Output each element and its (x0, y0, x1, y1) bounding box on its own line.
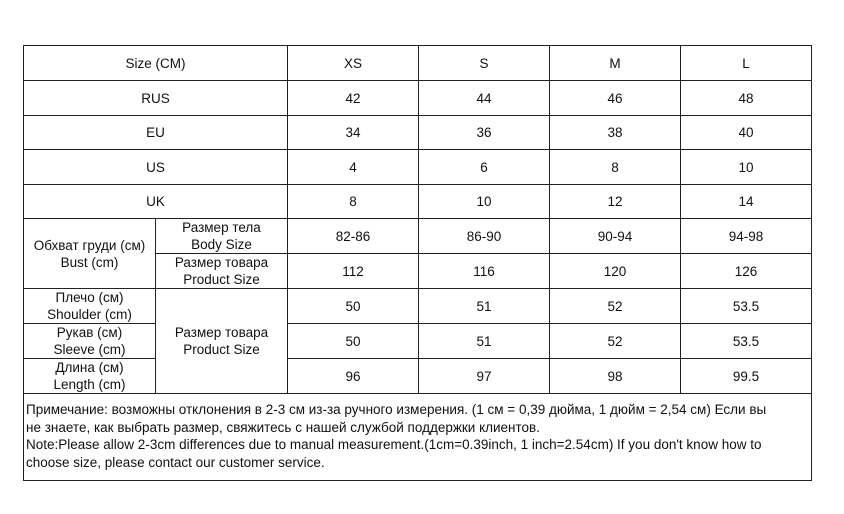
bust-label-ru: Обхват груди (см) (33, 237, 146, 253)
sleeve-row (24, 324, 812, 359)
table-cell: 10 (419, 185, 550, 219)
size-m-header: M (550, 46, 681, 81)
product-size-label-en: Product Size (183, 342, 260, 357)
table-cell: 12 (550, 185, 681, 219)
size-chart-table (23, 45, 812, 481)
table-cell: 53.5 (681, 324, 812, 359)
table-cell: 116 (419, 254, 550, 289)
eu-row (24, 116, 812, 150)
table-cell: 34 (288, 116, 419, 150)
row-label-us: US (24, 150, 288, 185)
table-cell: 94-98 (681, 219, 812, 254)
bust-body-row (24, 219, 812, 254)
table-cell: 50 (288, 289, 419, 324)
length-label-ru: Длина (см) (55, 360, 124, 375)
size-xs-header: XS (288, 46, 419, 81)
table-cell: 51 (419, 324, 550, 359)
rus-row (24, 81, 812, 116)
sleeve-label (24, 324, 156, 359)
table-cell: 48 (681, 81, 812, 116)
row-label-rus: RUS (24, 81, 288, 116)
table-cell: 53.5 (681, 289, 812, 324)
table-cell: 38 (550, 116, 681, 150)
measurement-note (24, 394, 812, 481)
table-cell: 99.5 (681, 359, 812, 394)
table-cell: 98 (550, 359, 681, 394)
table-cell: 96 (288, 359, 419, 394)
sleeve-label-en: Sleeve (cm) (53, 342, 126, 357)
table-cell: 90-94 (550, 219, 681, 254)
product-size-label-ru: Размер товара (174, 325, 269, 340)
table-cell: 51 (419, 289, 550, 324)
table-cell: 8 (550, 150, 681, 185)
table-cell: 120 (550, 254, 681, 289)
shoulder-row (24, 289, 812, 324)
body-size-label (156, 219, 288, 254)
length-label (24, 359, 156, 394)
table-cell: 82-86 (288, 219, 419, 254)
body-size-label-ru: Размер тела (182, 220, 261, 235)
size-s-header: S (419, 46, 550, 81)
table-cell: 4 (288, 150, 419, 185)
table-cell: 126 (681, 254, 812, 289)
size-header-label: Size (CM) (24, 46, 288, 81)
header-row (24, 46, 812, 81)
bust-product-label-ru: Размер товара (174, 255, 269, 270)
table-cell: 10 (681, 150, 812, 185)
table-cell: 52 (550, 324, 681, 359)
note-en-line1: Note:Please allow 2-3cm differences due to manual measurement.(1cm=0.39inch, 1 inch=2.54cm) If you don't know how to (26, 437, 762, 452)
bust-label (24, 219, 156, 289)
row-label-eu: EU (24, 116, 288, 150)
bust-label-en: Bust (cm) (60, 254, 119, 270)
us-row (24, 150, 812, 185)
table-cell: 50 (288, 324, 419, 359)
length-row (24, 359, 812, 394)
shoulder-label-ru: Плечо (см) (55, 290, 124, 305)
note-en-line2: choose size, please contact our customer service. (26, 454, 325, 470)
note-ru-line1: Примечание: возможны отклонения в 2-3 см из-за ручного измерения. (1 см = 0,39 дюйма, 1 дюйм = 2,54 см) Если вы (26, 402, 767, 417)
table-cell: 97 (419, 359, 550, 394)
size-l-header: L (681, 46, 812, 81)
table-cell: 46 (550, 81, 681, 116)
table-cell: 40 (681, 116, 812, 150)
table-cell: 36 (419, 116, 550, 150)
table-cell: 42 (288, 81, 419, 116)
table-cell: 8 (288, 185, 419, 219)
row-label-uk: UK (24, 185, 288, 219)
shoulder-label-en: Shoulder (cm) (47, 307, 132, 322)
table-cell: 112 (288, 254, 419, 289)
body-size-label-en: Body Size (191, 237, 252, 252)
table-cell: 14 (681, 185, 812, 219)
note-ru-line2: не знаете, как выбрать размер, свяжитесь с нашей службой поддержки клиентов. (26, 419, 540, 435)
sleeve-label-ru: Рукав (см) (56, 325, 123, 340)
table-cell: 44 (419, 81, 550, 116)
bust-product-size-label (156, 254, 288, 289)
table-cell: 52 (550, 289, 681, 324)
product-size-label (156, 289, 288, 394)
length-label-en: Length (cm) (53, 377, 126, 392)
bust-product-label-en: Product Size (183, 272, 260, 287)
shoulder-label (24, 289, 156, 324)
note-row (24, 394, 812, 481)
table-cell: 6 (419, 150, 550, 185)
table-cell: 86-90 (419, 219, 550, 254)
uk-row (24, 185, 812, 219)
